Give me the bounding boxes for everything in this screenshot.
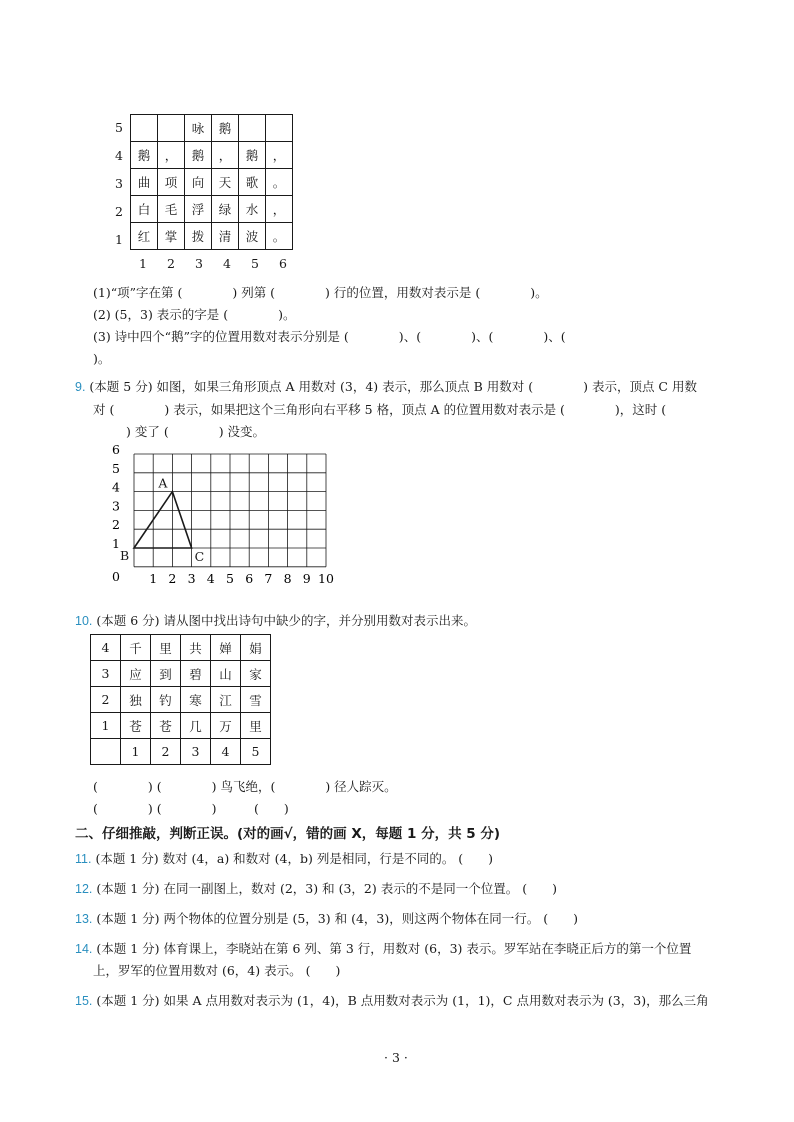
q14-line-1 bbox=[75, 939, 691, 957]
grid1-row bbox=[131, 142, 293, 169]
q10-line bbox=[75, 611, 476, 629]
y-axis-tick-label: 4 bbox=[112, 479, 120, 495]
q9-number: 9. bbox=[75, 380, 86, 394]
grid1-row bbox=[131, 223, 293, 250]
q14-number: 14. bbox=[75, 942, 93, 956]
q13-text: (本题 1 分) 两个物体的位置分别是 (5，3) 和 (4，3)，则这两个物体在同一行。 ( ) bbox=[96, 911, 578, 926]
grid1-cell: ， bbox=[158, 142, 185, 169]
grid1-cell: 清 bbox=[212, 223, 239, 250]
grid1-cell bbox=[266, 115, 293, 142]
grid1-cell: 项 bbox=[158, 169, 185, 196]
q9-line-2: 对 ( ) 表示，如果把这个三角形向右平移 5 格，顶点 A 的位置用数对表示是 ( )，这时 ( bbox=[93, 402, 667, 417]
grid1-row-label: 4 bbox=[115, 148, 123, 163]
x-axis-tick-label: 3 bbox=[187, 570, 196, 586]
x-axis-tick-label: 6 bbox=[245, 570, 254, 586]
page-number: · 3 · bbox=[384, 1050, 408, 1065]
grid2-column-label: 3 bbox=[181, 739, 211, 765]
x-axis-tick-label: 9 bbox=[302, 570, 311, 586]
grid1-cell: 浮 bbox=[185, 196, 212, 223]
grid1-cell: 鹅 bbox=[212, 115, 239, 142]
grid1-cell: 拨 bbox=[185, 223, 212, 250]
grid1-cell: 毛 bbox=[158, 196, 185, 223]
y-axis-tick-label: 5 bbox=[112, 460, 120, 476]
q9-text-1: (本题 5 分) 如图，如果三角形顶点 A 用数对 (3，4) 表示，那么顶点 B 用数对 ( ) 表示，顶点 C 用数 bbox=[89, 379, 697, 394]
q11-line bbox=[75, 849, 493, 867]
y-axis-tick-label: 3 bbox=[112, 498, 120, 514]
q10-number: 10. bbox=[75, 614, 93, 628]
grid2-row-label: 1 bbox=[91, 713, 121, 739]
grid1-cell bbox=[239, 115, 266, 142]
grid2-cell: 碧 bbox=[181, 661, 211, 687]
grid1-cell: ， bbox=[266, 142, 293, 169]
x-axis-tick-label: 10 bbox=[318, 570, 334, 586]
q12-number: 12. bbox=[75, 882, 93, 896]
poem-grid-table bbox=[130, 114, 293, 250]
vertex-label-b: B bbox=[120, 548, 130, 563]
q8-item-2: (2) (5，3) 表示的字是 ( )。 bbox=[93, 307, 296, 322]
grid1-row-label: 1 bbox=[115, 232, 123, 247]
grid1-cell: 白 bbox=[131, 196, 158, 223]
q9-line-3: ) 变了 ( ) 没变。 bbox=[126, 424, 266, 439]
grid2-cell: 应 bbox=[121, 661, 151, 687]
grid2-corner-cell bbox=[91, 739, 121, 765]
grid2-row-label: 2 bbox=[91, 687, 121, 713]
grid1-column-label: 5 bbox=[251, 256, 259, 271]
q8-item-3-cont: )。 bbox=[93, 351, 111, 366]
x-axis-tick-label: 5 bbox=[226, 570, 234, 586]
grid1-cell: 波 bbox=[239, 223, 266, 250]
q15-number: 15. bbox=[75, 994, 93, 1008]
grid1-cell: 鹅 bbox=[185, 142, 212, 169]
grid2-cell: 娟 bbox=[241, 635, 271, 661]
grid1-cell: 天 bbox=[212, 169, 239, 196]
q14-text-1: (本题 1 分) 体育课上，李晓站在第 6 列、第 3 行，用数对 (6，3) 表示。罗军站在李晓正后方的第一个位置 bbox=[96, 941, 692, 956]
grid2-cell: 家 bbox=[241, 661, 271, 687]
grid2-column-label: 5 bbox=[241, 739, 271, 765]
q10-answer-2: ( ) ( ) ( ) bbox=[93, 801, 289, 816]
x-axis-tick-label: 4 bbox=[206, 570, 215, 586]
q12-text: (本题 1 分) 在同一副图上，数对 (2，3) 和 (3，2) 表示的不是同一个位置。 ( ) bbox=[96, 881, 557, 896]
grid2-cell: 千 bbox=[121, 635, 151, 661]
grid1-cell: ， bbox=[212, 142, 239, 169]
q14-line-2: 上，罗军的位置用数对 (6，4) 表示。 ( ) bbox=[93, 963, 341, 978]
grid1-cell: 水 bbox=[239, 196, 266, 223]
grid1-row-label: 2 bbox=[115, 204, 123, 219]
grid2-row bbox=[91, 713, 271, 739]
grid1-cell: ， bbox=[266, 196, 293, 223]
grid1-column-label: 4 bbox=[223, 256, 231, 271]
grid1-column-label: 6 bbox=[279, 256, 287, 271]
grid2-row bbox=[91, 635, 271, 661]
grid2-cell: 苍 bbox=[121, 713, 151, 739]
grid2-cell: 几 bbox=[181, 713, 211, 739]
q9-line-1 bbox=[75, 377, 697, 395]
grid1-cell: 红 bbox=[131, 223, 158, 250]
grid1-cell: 鹅 bbox=[131, 142, 158, 169]
poem-grid-table-2 bbox=[90, 634, 271, 765]
x-axis-tick-label: 7 bbox=[264, 570, 273, 586]
grid1-column-label: 3 bbox=[195, 256, 203, 271]
grid1-row-label: 5 bbox=[115, 120, 123, 135]
q8-item-3: (3) 诗中四个“鹅”字的位置用数对表示分别是 ( )、( )、( )、( bbox=[93, 329, 566, 344]
q11-text: (本题 1 分) 数对 (4，a) 和数对 (4，b) 列是相同，行是不同的。 ( ) bbox=[95, 851, 494, 866]
q10-answer-1: ( ) ( ) 鸟飞绝，( ) 径人踪灭。 bbox=[93, 779, 397, 794]
vertex-label-c: C bbox=[194, 549, 205, 564]
grid2-cell: 江 bbox=[211, 687, 241, 713]
grid2-cell: 到 bbox=[151, 661, 181, 687]
grid1-cell: 咏 bbox=[185, 115, 212, 142]
grid2-column-label: 4 bbox=[211, 739, 241, 765]
grid1-cell: 曲 bbox=[131, 169, 158, 196]
grid1-cell: 掌 bbox=[158, 223, 185, 250]
q8-item-1: (1)“项”字在第 ( ) 列第 ( ) 行的位置，用数对表示是 ( )。 bbox=[93, 285, 548, 300]
grid1-cell: 鹅 bbox=[239, 142, 266, 169]
grid2-cell: 苍 bbox=[151, 713, 181, 739]
grid2-row-label: 4 bbox=[91, 635, 121, 661]
q15-line bbox=[75, 991, 709, 1009]
q13-line bbox=[75, 909, 578, 927]
grid2-cell: 婵 bbox=[211, 635, 241, 661]
q15-text: (本题 1 分) 如果 A 点用数对表示为 (1，4)，B 点用数对表示为 (1，1)，C 点用数对表示为 (3，3)，那么三角 bbox=[96, 993, 709, 1008]
x-axis-tick-label: 1 bbox=[149, 570, 158, 586]
y-axis-tick-label: 2 bbox=[112, 517, 120, 533]
q10-text: (本题 6 分) 请从图中找出诗句中缺少的字，并分别用数对表示出来。 bbox=[96, 613, 477, 628]
grid1-cell: 绿 bbox=[212, 196, 239, 223]
q12-line bbox=[75, 879, 557, 897]
grid1-cell: 。 bbox=[266, 169, 293, 196]
grid2-cell: 独 bbox=[121, 687, 151, 713]
grid2-cell: 钓 bbox=[151, 687, 181, 713]
grid2-cell: 共 bbox=[181, 635, 211, 661]
q11-number: 11. bbox=[75, 852, 92, 866]
grid1-cell: 。 bbox=[266, 223, 293, 250]
grid1-column-label: 1 bbox=[139, 256, 147, 271]
grid2-row bbox=[91, 661, 271, 687]
grid2-cell: 里 bbox=[151, 635, 181, 661]
grid2-column-label-row bbox=[91, 739, 271, 765]
grid1-row bbox=[131, 169, 293, 196]
grid2-row bbox=[91, 687, 271, 713]
grid2-cell: 山 bbox=[211, 661, 241, 687]
triangle-abc bbox=[134, 492, 192, 548]
grid1-row bbox=[131, 196, 293, 223]
grid1-row bbox=[131, 115, 293, 142]
grid2-row-label: 3 bbox=[91, 661, 121, 687]
grid2-cell: 雪 bbox=[241, 687, 271, 713]
grid1-column-label: 2 bbox=[167, 256, 175, 271]
grid1-cell bbox=[131, 115, 158, 142]
grid1-cell bbox=[158, 115, 185, 142]
y-axis-tick-label: 1 bbox=[112, 536, 120, 551]
grid2-column-label: 1 bbox=[121, 739, 151, 765]
q9-coordinate-grid bbox=[108, 444, 338, 592]
x-axis-tick-label: 2 bbox=[168, 570, 177, 586]
grid2-cell: 万 bbox=[211, 713, 241, 739]
y-axis-tick-label: 6 bbox=[112, 444, 120, 457]
grid2-cell: 寒 bbox=[181, 687, 211, 713]
x-axis-tick-label: 8 bbox=[283, 570, 292, 586]
q13-number: 13. bbox=[75, 912, 93, 926]
grid2-cell: 里 bbox=[241, 713, 271, 739]
y-axis-tick-label: 0 bbox=[112, 568, 120, 584]
grid1-cell: 向 bbox=[185, 169, 212, 196]
grid1-row-label: 3 bbox=[115, 176, 123, 191]
grid2-column-label: 2 bbox=[151, 739, 181, 765]
grid1-cell: 歌 bbox=[239, 169, 266, 196]
section-2-title: 二、仔细推敲，判断正误。(对的画√，错的画 X，每题 1 分，共 5 分) bbox=[75, 826, 501, 842]
vertex-label-a: A bbox=[158, 475, 168, 491]
